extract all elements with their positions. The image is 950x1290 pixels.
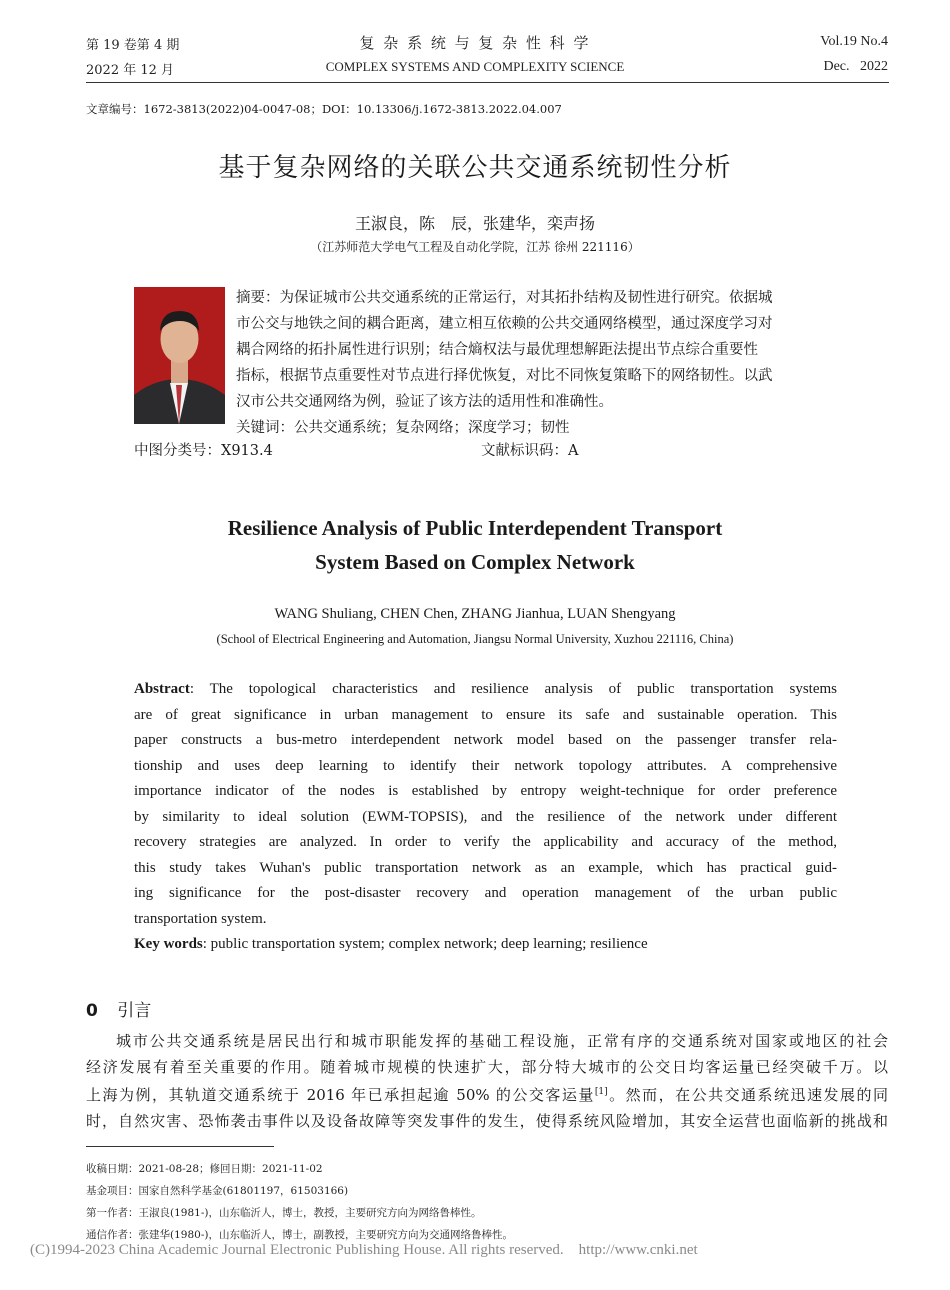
section-title: 引言 bbox=[117, 1001, 152, 1021]
keywords-en-label: Key words bbox=[134, 936, 203, 952]
header-rule bbox=[86, 82, 889, 83]
section-body bbox=[86, 1029, 888, 1134]
volume-issue: 第 19 卷第 4 期 bbox=[86, 38, 180, 53]
copyright-notice: (C)1994-2023 China Academic Journal Electronic Publishing House. All rights reserved. http://www.cnki.net bbox=[30, 1242, 698, 1258]
abstract-en bbox=[134, 677, 837, 958]
abstract-cn-line: 市公交与地铁之间的耦合距离，建立相互依赖的公共交通网络模型，通过深度学习对 bbox=[236, 316, 773, 332]
abstract-cn-line: 耦合网络的拓扑属性进行识别；结合熵权法与最优理想解距法提出节点综合重要性 bbox=[236, 342, 758, 358]
title-en-line-2: System Based on Complex Network bbox=[315, 550, 635, 574]
abstract-en-line: transportation system. bbox=[134, 910, 267, 927]
author-photo bbox=[134, 287, 225, 424]
abstract-cn-line: 指标，根据节点重要性对节点进行择优恢复，对比不同恢复策略下的网络韧性。以武 bbox=[236, 368, 773, 384]
footnote-received: 收稿日期：2021-08-28；修回日期：2021-11-02 bbox=[86, 1163, 323, 1175]
footnote-first-author: 第一作者：王淑良(1981-)，山东临沂人，博士，教授，主要研究方向为网络鲁棒性。 bbox=[86, 1207, 482, 1219]
section-number: 0 bbox=[86, 1001, 98, 1021]
page-title-en bbox=[0, 511, 950, 579]
body-line: 城市公共交通系统是居民出行和城市职能发挥的基础工程设施，正常有序的交通系统对国家或地区的社会 bbox=[116, 1032, 888, 1050]
abstract-cn bbox=[236, 285, 839, 441]
abstract-en-line: Abstract: The topological characteristics and resilience analysis of public transportation systems bbox=[134, 681, 837, 697]
document-code: 文献标识码：A bbox=[481, 443, 579, 459]
author-portrait-image bbox=[134, 287, 225, 424]
abstract-en-line: tionship and uses deep learning to identify their network topology attributes. A comprehensive bbox=[134, 757, 837, 774]
abstract-cn-line: 摘要：为保证城市公共交通系统的正常运行，对其拓扑结构及韧性进行研究。依据城 bbox=[236, 290, 773, 306]
volume-number-en: Vol.19 No.4 bbox=[820, 34, 888, 49]
abstract-en-line: by similarity to ideal solution (EWM-TOPSIS), and the resilience of the network under different bbox=[134, 808, 837, 825]
clc-number: 中图分类号：X913.4 bbox=[134, 443, 273, 459]
section-heading bbox=[86, 996, 151, 1021]
abstract-en-label: Abstract bbox=[134, 681, 190, 697]
footnote-funding: 基金项目：国家自然科学基金(61801197，61503166) bbox=[86, 1185, 349, 1197]
page-title-cn: 基于复杂网络的关联公共交通系统韧性分析 bbox=[218, 153, 732, 183]
title-en-line-1: Resilience Analysis of Public Interdependent Transport bbox=[227, 516, 723, 540]
issue-date: 2022 年 12 月 bbox=[86, 63, 175, 78]
keywords-cn: 关键词：公共交通系统；复杂网络；深度学习；韧性 bbox=[236, 420, 570, 436]
abstract-en-line: importance indicator of the nodes is established by entropy weight-technique for order preference bbox=[134, 783, 837, 799]
journal-title-en: COMPLEX SYSTEMS AND COMPLEXITY SCIENCE bbox=[325, 59, 625, 74]
body-line: 时，自然灾害、恐怖袭击事件以及设备故障等突发事件的发生，使得系统风险增加，其安全运营也面临新的挑战和 bbox=[86, 1111, 888, 1130]
authors-en: WANG Shuliang, CHEN Chen, ZHANG Jianhua, LUAN Shengyang bbox=[274, 606, 676, 622]
abstract-en-line: paper constructs a bus-metro interdependent network model based on the passenger transfer rela- bbox=[134, 732, 837, 748]
affiliation-en: (School of Electrical Engineering and Automation, Jiangsu Normal University, Xuzhou 221116, China) bbox=[216, 632, 734, 646]
citation-ref[interactable]: [1] bbox=[594, 1087, 608, 1098]
authors-cn: 王淑良，陈 辰，张建华，栾声扬 bbox=[354, 214, 595, 233]
footnotes bbox=[86, 1159, 889, 1245]
footnote-corresponding-author: 通信作者：张建华(1980-)，山东临沂人，博士，副教授，主要研究方向为交通网络鲁棒性。 bbox=[86, 1229, 513, 1241]
abstract-en-line: ing significance for the post-disaster recovery and operation management of the urban public bbox=[134, 885, 837, 901]
article-info: 文章编号：1672-3813(2022)04-0047-08；DOI：10.13306/j.1672-3813.2022.04.007 bbox=[86, 102, 562, 116]
abstract-en-line: recovery strategies are analyzed. In order to verify the applicability and accuracy of the method, bbox=[134, 834, 837, 850]
footnote-rule bbox=[86, 1146, 274, 1147]
abstract-cn-line: 汉市公共交通网络为例，验证了该方法的适用性和准确性。 bbox=[236, 394, 613, 410]
affiliation-cn: （江苏师范大学电气工程及自动化学院，江苏 徐州 221116） bbox=[310, 240, 640, 254]
journal-title-cn: 复 杂 系 统 与 复 杂 性 科 学 bbox=[359, 34, 591, 52]
keywords-en: Key words: public transportation system; complex network; deep learning; resilience bbox=[134, 936, 648, 952]
body-line: 上海为例，其轨道交通系统于 2016 年已承担起逾 50% 的公交客运量[1]。然而，在公共交通系统迅速发展的同 bbox=[86, 1086, 888, 1105]
abstract-en-line: this study takes Wuhan's public transportation network as an example, which has practical guid- bbox=[134, 859, 837, 876]
body-line: 经济发展有着至关重要的作用。随着城市规模的快速扩大，部分特大城市的公交日均客运量已经突破千万。以 bbox=[86, 1057, 888, 1076]
date-en: Dec. 2022 bbox=[823, 59, 888, 74]
abstract-en-line: are of great significance in urban management to ensure its safe and sustainable operation. This bbox=[134, 706, 837, 723]
